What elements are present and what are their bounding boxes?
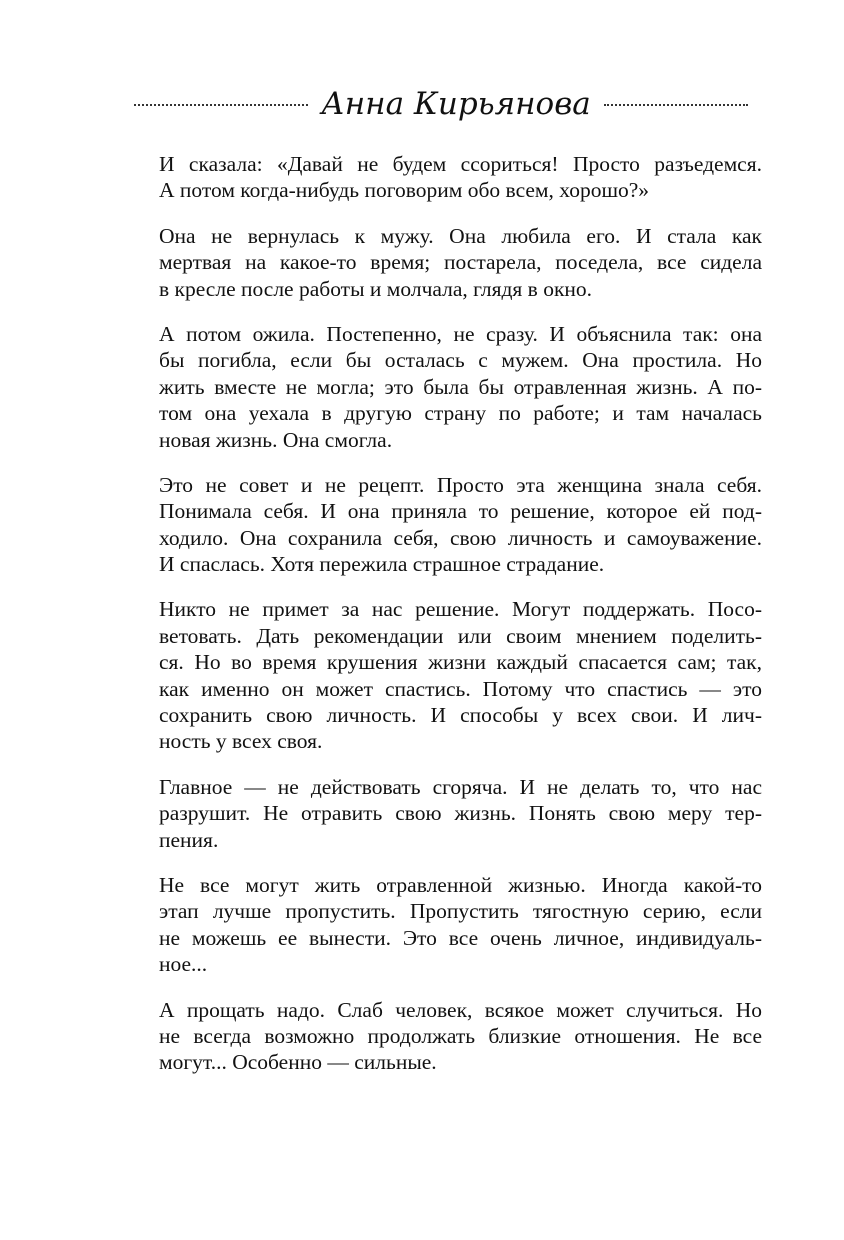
text-line: как именно он может спастись. Потому что спастись — это [159, 676, 762, 701]
text-line: ходило. Она сохранила себя, свою личность и самоуважение. [159, 525, 762, 550]
paragraph [159, 472, 762, 578]
text-line: А потом когда-нибудь поговорим обо всем, хорошо?» [159, 178, 650, 203]
text-line: Это не совет и не рецепт. Просто эта женщина знала себя. [159, 472, 762, 497]
text-line: разрушит. Не отравить свою жизнь. Понять свою меру тер- [159, 801, 762, 826]
text-line: жить вместе не могла; это была бы отравленная жизнь. А по- [159, 374, 762, 399]
text-line: Никто не примет за нас решение. Могут поддержать. Посо- [159, 597, 762, 622]
paragraph [159, 774, 762, 853]
header-dotted-rule-right [604, 104, 748, 106]
text-line: пения. [159, 827, 219, 852]
text-line: в кресле после работы и молчала, глядя в окно. [159, 276, 593, 301]
text-line: могут... Особенно — сильные. [159, 1050, 437, 1075]
text-line: новая жизнь. Она смогла. [159, 427, 393, 452]
text-line: А потом ожила. Постепенно, не сразу. И объяснила так: она [159, 321, 762, 346]
paragraph [159, 997, 762, 1076]
paragraph [159, 321, 762, 453]
text-line: этап лучше пропустить. Пропустить тягостную серию, если [159, 899, 762, 924]
text-line: Главное — не действовать сгоряча. И не делать то, что нас [159, 774, 762, 799]
text-line: Не все могут жить отравленной жизнью. Иногда какой-то [159, 872, 762, 897]
header-dotted-rule-left [134, 104, 308, 106]
paragraph [159, 223, 762, 302]
author-name: Анна Кирьянова [321, 86, 591, 122]
text-line: И спаслась. Хотя пережила страшное страдание. [159, 552, 605, 577]
text-line: не всегда возможно продолжать близкие отношения. Не все [159, 1023, 762, 1048]
text-line: ность у всех своя. [159, 729, 323, 754]
text-line: ветовать. Дать рекомендации или своим мнением поделить- [159, 623, 762, 648]
text-line: Она не вернулась к мужу. Она любила его. И стала как [159, 223, 762, 248]
text-line: ное... [159, 952, 208, 977]
page-body [159, 151, 762, 1095]
text-line: бы погибла, если бы осталась с мужем. Она простила. Но [159, 348, 762, 373]
text-line: Понимала себя. И она приняла то решение, которое ей под- [159, 499, 762, 524]
text-line: мертвая на какое-то время; постарела, поседела, все сидела [159, 250, 762, 275]
text-line: А прощать надо. Слаб человек, всякое может случиться. Но [159, 997, 762, 1022]
text-line: не можешь ее вынести. Это все очень личное, индивидуаль- [159, 925, 762, 950]
paragraph [159, 151, 762, 204]
text-line: ся. Но во время крушения жизни каждый спасается сам; так, [159, 650, 762, 675]
text-line: сохранить свою личность. И способы у всех свои. И лич- [159, 703, 762, 728]
paragraph [159, 872, 762, 978]
paragraph [159, 596, 762, 754]
text-line: том она уехала в другую страну по работе; и там началась [159, 401, 762, 426]
text-line: И сказала: «Давай не будем ссориться! Просто разъедемся. [159, 152, 762, 176]
running-header [134, 78, 748, 134]
